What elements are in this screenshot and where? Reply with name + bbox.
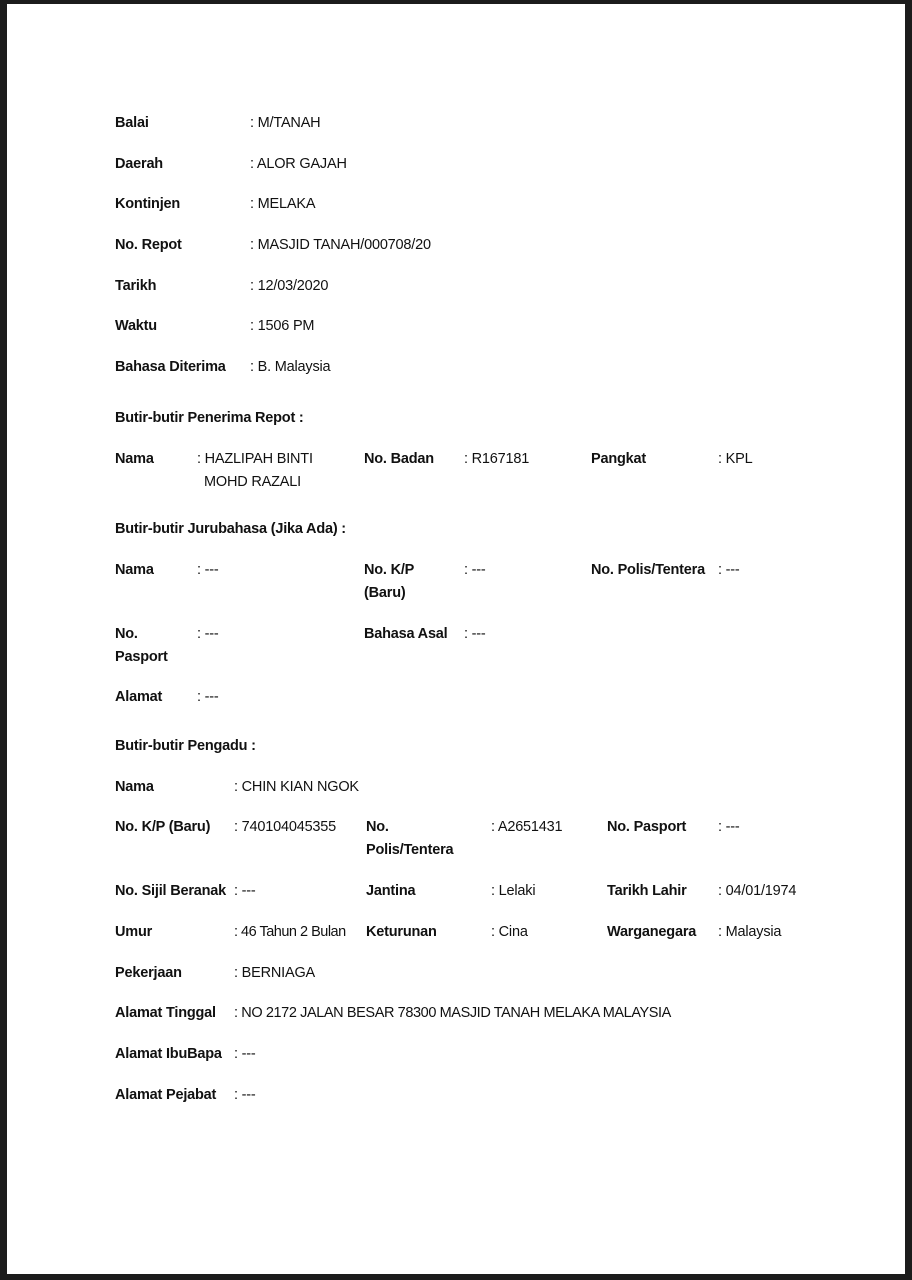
waktu-value: : 1506 PM [250, 318, 315, 334]
alamat-tinggal-label: Alamat Tinggal [115, 1005, 216, 1021]
daerah-label: Daerah [115, 156, 163, 172]
pangkat-value: : KPL [718, 451, 753, 467]
pekerjaan-value: : BERNIAGA [234, 965, 315, 981]
umur-label: Umur [115, 924, 153, 940]
jurubahasa-alamat-label: Alamat [115, 689, 163, 705]
no-repot-value: : MASJID TANAH/000708/20 [250, 237, 431, 253]
tarikh-lahir-value: : 04/01/1974 [718, 883, 797, 899]
alamat-tinggal-value: : NO 2172 JALAN BESAR 78300 MASJID TANAH MELAKA MALAYSIA [234, 1005, 671, 1021]
penerima-nama-label: Nama [115, 451, 154, 467]
keturunan-value: : Cina [491, 924, 528, 940]
jurubahasa-alamat-value: : --- [197, 689, 219, 705]
no-repot-label: No. Repot [115, 237, 182, 253]
no-badan-value: : R167181 [464, 451, 530, 467]
penerima-nama-value: : HAZLIPAH BINTI [197, 451, 313, 467]
no-badan-label: No. Badan [364, 451, 434, 467]
alamat-pejabat-value: : --- [234, 1087, 256, 1103]
pengadu-section-title: Butir-butir Pengadu : [115, 738, 256, 754]
alamat-pejabat-label: Alamat Pejabat [115, 1087, 217, 1103]
umur-value: : 46 Tahun 2 Bulan [234, 924, 346, 940]
pengadu-no-polis-value: : A2651431 [491, 819, 563, 835]
jurubahasa-no-polis-value: : --- [718, 562, 740, 578]
kontinjen-label: Kontinjen [115, 196, 181, 212]
jurubahasa-nama-value: : --- [197, 562, 219, 578]
jurubahasa-no-kp-label: No. K/P [364, 562, 415, 578]
daerah-value: : ALOR GAJAH [250, 156, 347, 172]
jurubahasa-section-title: Butir-butir Jurubahasa (Jika Ada) : [115, 521, 346, 537]
pengadu-no-polis-label-line2: Polis/Tentera [366, 842, 454, 858]
pengadu-nama-label: Nama [115, 779, 154, 795]
keturunan-label: Keturunan [366, 924, 437, 940]
waktu-label: Waktu [115, 318, 157, 334]
penerima-section-title: Butir-butir Penerima Repot : [115, 410, 304, 426]
kontinjen-value: : MELAKA [250, 196, 316, 212]
tarikh-label: Tarikh [115, 278, 157, 294]
pengadu-no-pasport-label: No. Pasport [607, 819, 687, 835]
pengadu-no-polis-label: No. [366, 819, 389, 835]
jurubahasa-pasport-label-line2: Pasport [115, 649, 168, 665]
jantina-label: Jantina [366, 883, 416, 899]
jurubahasa-pasport-label: No. [115, 626, 138, 642]
bahasa-label: Bahasa Diterima [115, 359, 226, 375]
balai-label: Balai [115, 115, 149, 131]
pengadu-no-kp-label: No. K/P (Baru) [115, 819, 211, 835]
pangkat-label: Pangkat [591, 451, 647, 467]
jantina-value: : Lelaki [491, 883, 536, 899]
pengadu-no-kp-value: : 740104045355 [234, 819, 337, 835]
jurubahasa-no-kp-value: : --- [464, 562, 486, 578]
jurubahasa-pasport-value: : --- [197, 626, 219, 642]
balai-value: : M/TANAH [250, 115, 321, 131]
tarikh-lahir-label: Tarikh Lahir [607, 883, 687, 899]
bahasa-value: : B. Malaysia [250, 359, 331, 375]
sijil-value: : --- [234, 883, 256, 899]
penerima-nama-value-line2: MOHD RAZALI [204, 474, 301, 490]
warganegara-value: : Malaysia [718, 924, 782, 940]
bahasa-asal-value: : --- [464, 626, 486, 642]
warganegara-label: Warganegara [607, 924, 697, 940]
sijil-label: No. Sijil Beranak [115, 883, 227, 899]
jurubahasa-no-polis-label: No. Polis/Tentera [591, 562, 705, 578]
alamat-ibubapa-value: : --- [234, 1046, 256, 1062]
pengadu-no-pasport-value: : --- [718, 819, 740, 835]
jurubahasa-no-kp-label-line2: (Baru) [364, 585, 406, 601]
jurubahasa-nama-label: Nama [115, 562, 154, 578]
alamat-ibubapa-label: Alamat IbuBapa [115, 1046, 222, 1062]
tarikh-value: : 12/03/2020 [250, 278, 329, 294]
bahasa-asal-label: Bahasa Asal [364, 626, 448, 642]
pengadu-nama-value: : CHIN KIAN NGOK [234, 779, 359, 795]
pekerjaan-label: Pekerjaan [115, 965, 182, 981]
